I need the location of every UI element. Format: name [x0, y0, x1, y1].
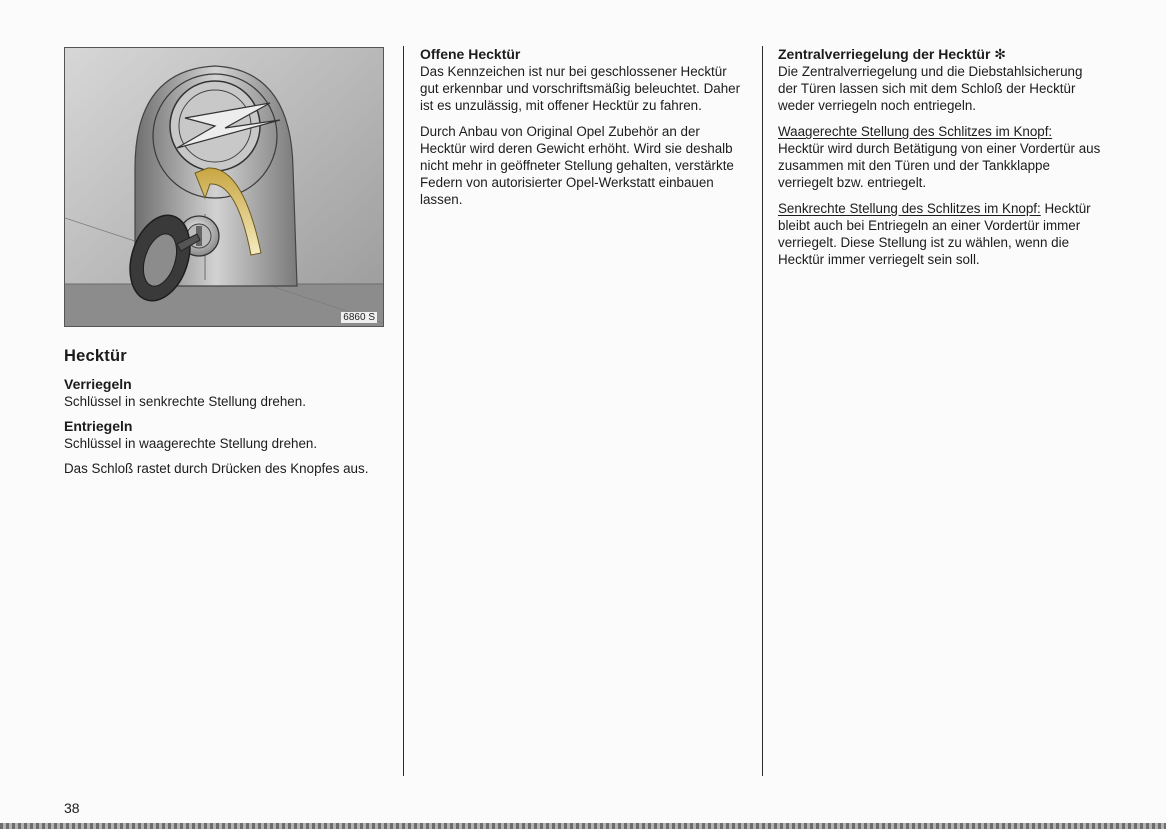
lock-heading: Verriegeln [64, 376, 132, 392]
unlock-heading: Entriegeln [64, 418, 133, 434]
open-tailgate-paragraph-1: Das Kennzeichen ist nur bei geschlossener Hecktür gut erkennbar und vorschriftsmäßig beleuchtet. Daher ist es unzulässig, mit offener Hecktür zu fahren. [420, 64, 741, 113]
central-locking-heading [778, 46, 1102, 63]
lock-text: Schlüssel in senkrechte Stellung drehen. [64, 394, 306, 409]
section-title-hecktuer: Hecktür [64, 347, 127, 365]
horizontal-slot-paragraph [778, 123, 1102, 191]
scan-bottom-edge [0, 823, 1166, 829]
central-locking-paragraph: Die Zentralverriegelung und die Diebstahlsicherung der Türen lassen sich mit dem Schloß der Hecktür weder verriegeln noch entriegeln. [778, 64, 1083, 113]
optional-equipment-icon: ✻ [994, 46, 1007, 62]
latch-text: Das Schloß rastet durch Drücken des Knopfes aus. [64, 461, 369, 476]
figure-code: 6860 S [343, 312, 375, 323]
column-right [778, 47, 1102, 268]
open-tailgate-heading: Offene Hecktür [420, 46, 521, 62]
open-tailgate-paragraph-2: Durch Anbau von Original Opel Zubehör an der Hecktür wird deren Gewicht erhöht. Wird sie deshalb nicht mehr in geöffneter Stellung gehalten, verstärkte Federn von autorisierter Opel-Werkstatt einbauen lassen. [420, 124, 734, 207]
column-middle [420, 47, 742, 208]
vertical-slot-label: Senkrechte Stellung des Schlitzes im Knopf: [778, 201, 1041, 216]
tailgate-lock-figure [64, 47, 384, 327]
horizontal-slot-label: Waagerechte Stellung des Schlitzes im Knopf: [778, 124, 1053, 139]
column-divider-1 [403, 46, 404, 776]
unlock-text: Schlüssel in waagerechte Stellung drehen. [64, 436, 318, 451]
horizontal-slot-text: Hecktür wird durch Betätigung von einer Vordertür aus zusammen mit den Türen und der Tankklappe verriegelt bzw. entriegelt. [778, 141, 1101, 190]
central-locking-heading-text: Zentralverriegelung der Hecktür [778, 46, 991, 62]
column-divider-2 [762, 46, 763, 776]
vertical-slot-text: Hecktür bleibt auch bei Entriegeln an einer Vordertür immer verriegelt. Diese Stellung ist zu wählen, wenn die Hecktür immer verriegelt sein soll. [778, 201, 1091, 267]
vertical-slot-paragraph [778, 200, 1102, 268]
column-left [64, 47, 384, 477]
page-number: 38 [64, 800, 80, 816]
tailgate-lock-key-illustration [65, 48, 383, 326]
